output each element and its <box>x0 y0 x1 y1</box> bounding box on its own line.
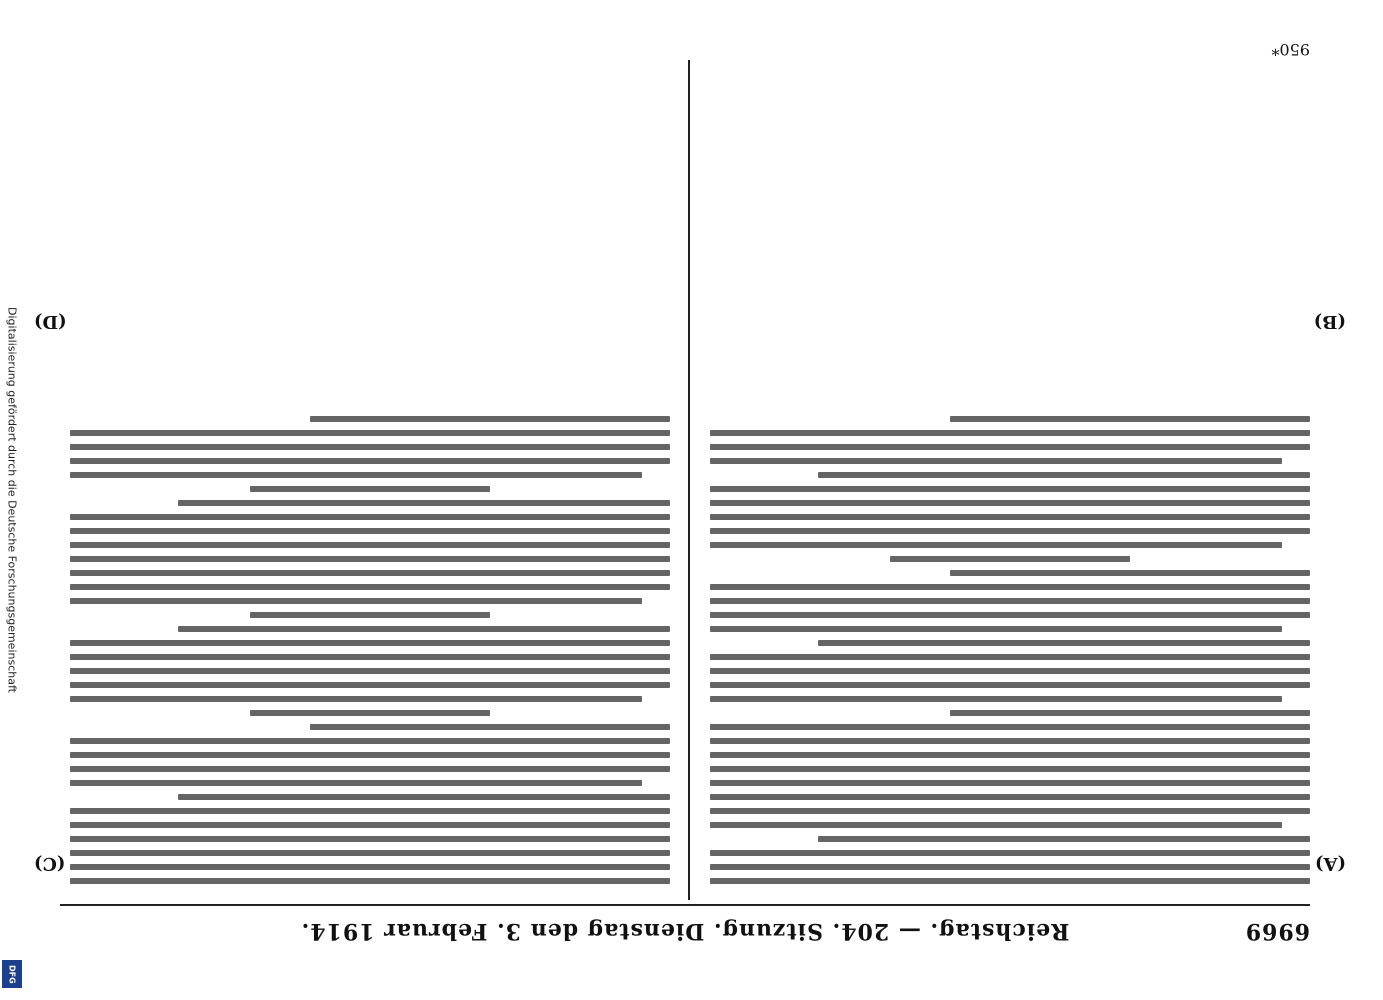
text-line <box>818 836 1310 842</box>
text-line <box>710 878 1310 884</box>
text-line <box>70 878 670 884</box>
text-line <box>70 864 670 870</box>
text-line <box>70 444 670 450</box>
text-line <box>70 822 670 828</box>
text-line <box>70 430 670 436</box>
digitization-credit <box>0 0 24 1000</box>
text-line <box>70 836 670 842</box>
text-line <box>178 626 670 632</box>
scanned-page <box>34 40 1346 950</box>
text-line <box>70 514 670 520</box>
text-line <box>310 724 670 730</box>
text-line <box>710 528 1310 534</box>
text-line <box>710 864 1310 870</box>
text-line <box>710 766 1310 772</box>
text-line <box>710 542 1282 548</box>
page-number: 6969 <box>1244 918 1310 944</box>
text-line <box>710 612 1310 618</box>
column-marker-b: (B) <box>1313 311 1346 332</box>
text-line <box>710 430 1310 436</box>
text-line <box>710 738 1310 744</box>
text-line <box>710 724 1310 730</box>
text-line <box>710 780 1310 786</box>
text-line <box>70 570 670 576</box>
text-line <box>70 668 670 674</box>
text-line <box>818 472 1310 478</box>
text-line <box>950 710 1310 716</box>
text-line <box>710 850 1310 856</box>
text-line <box>890 556 1130 562</box>
text-line <box>70 752 670 758</box>
text-line <box>70 780 642 786</box>
text-line <box>70 556 670 562</box>
text-column-right <box>34 72 670 892</box>
text-line <box>70 598 642 604</box>
text-line <box>70 696 642 702</box>
text-line <box>70 766 670 772</box>
sheet-signature: 950* <box>1271 40 1310 59</box>
text-line <box>710 822 1282 828</box>
text-line <box>710 696 1282 702</box>
text-line <box>70 850 670 856</box>
text-line <box>710 584 1310 590</box>
text-line <box>818 640 1310 646</box>
text-line <box>70 584 670 590</box>
text-line <box>710 626 1282 632</box>
text-line <box>710 794 1310 800</box>
text-line <box>310 416 670 422</box>
text-line <box>70 640 670 646</box>
text-line <box>250 710 490 716</box>
text-line <box>710 654 1310 660</box>
text-line <box>710 668 1310 674</box>
text-line <box>710 500 1310 506</box>
text-line <box>250 486 490 492</box>
dfg-logo: DFG <box>2 960 22 988</box>
text-line <box>710 752 1310 758</box>
page-header <box>60 910 1310 950</box>
page-title: Reichstag. — 204. Sitzung. Dienstag den 3. Februar 1914. <box>300 918 1070 944</box>
text-line <box>70 458 670 464</box>
text-line <box>70 738 670 744</box>
text-line <box>70 528 670 534</box>
text-line <box>250 612 490 618</box>
text-line <box>710 514 1310 520</box>
text-line <box>710 808 1310 814</box>
header-rule <box>60 904 1310 906</box>
column-marker-d: (D) <box>34 311 67 332</box>
text-line <box>178 794 670 800</box>
text-line <box>710 682 1310 688</box>
text-line <box>70 682 670 688</box>
column-marker-a: (A) <box>1315 853 1346 874</box>
text-line <box>950 570 1310 576</box>
text-line <box>70 472 642 478</box>
text-line <box>710 458 1282 464</box>
text-column-left <box>710 72 1346 892</box>
column-marker-c: (C) <box>34 853 66 874</box>
text-line <box>178 500 670 506</box>
digitization-credit-text: Digitalisierung gefördert durch die Deutsche Forschungsgemeinschaft <box>5 307 19 693</box>
text-line <box>710 598 1310 604</box>
text-line <box>950 416 1310 422</box>
text-line <box>710 444 1310 450</box>
text-line <box>70 542 670 548</box>
column-divider <box>688 60 690 900</box>
text-line <box>710 486 1310 492</box>
text-line <box>70 654 670 660</box>
text-line <box>70 808 670 814</box>
